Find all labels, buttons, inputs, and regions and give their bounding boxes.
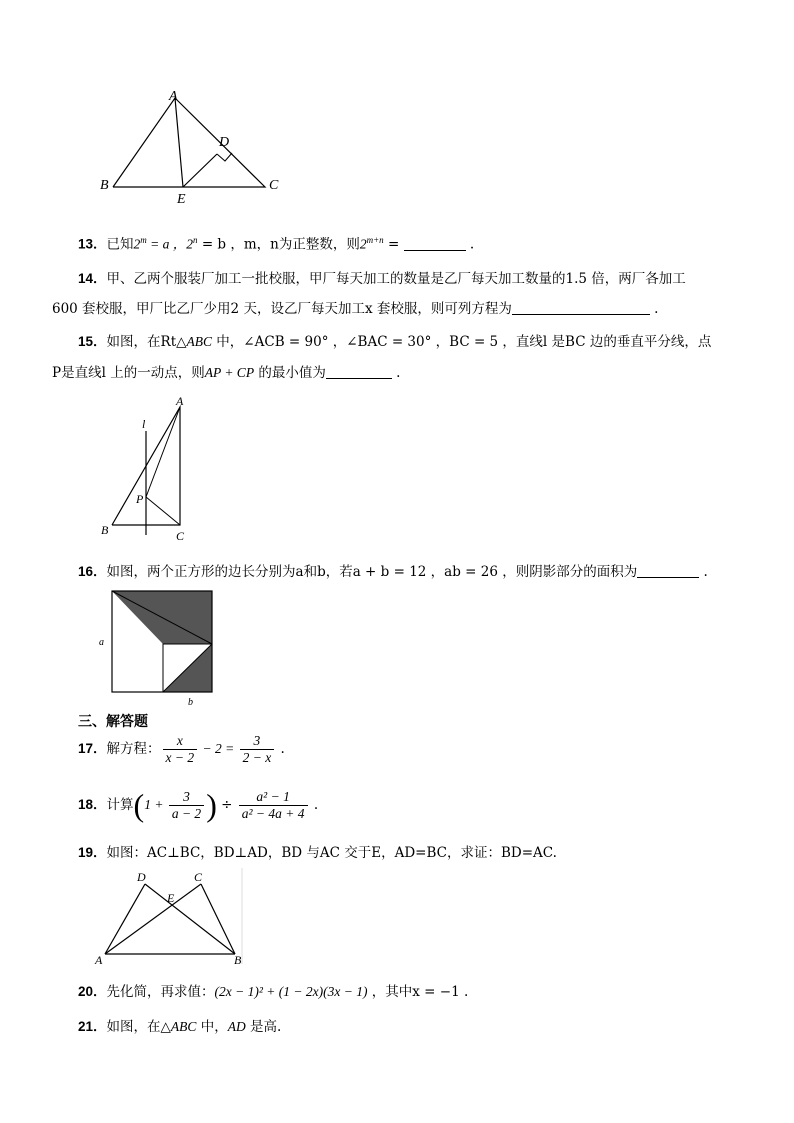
question-17: 17．解方程： $\frac{x}{x - 2}$ − 2 = $\frac{3}{2 - x}$ . bbox=[78, 733, 285, 766]
label-c: C bbox=[176, 529, 185, 543]
answer-blank bbox=[637, 564, 699, 579]
answer-blank bbox=[326, 364, 392, 379]
right-triangle-figure bbox=[98, 395, 198, 545]
label-e: E bbox=[177, 192, 186, 207]
label-a: A bbox=[95, 953, 103, 967]
question-20: 20．先化简，再求值：(2x − 1)² + (1 − 2x)(3x − 1) ，其中x = −1 . bbox=[78, 984, 469, 1000]
question-16: 16．如图，两个正方形的边长分别为a和b，若a + b = 12 ，ab = 26 ，则阴影部分的面积为 . bbox=[78, 564, 708, 580]
question-13: 13．已知$2^m = a$ ，$2^n = b$ ，m，n为正整数，则$2^{m+n}$ = . bbox=[78, 235, 475, 253]
label-l: l bbox=[142, 417, 146, 431]
label-b: B bbox=[101, 523, 109, 537]
answer-blank bbox=[512, 300, 650, 315]
section-heading: 三、解答题 bbox=[78, 714, 148, 730]
label-b: B bbox=[234, 953, 242, 967]
triangle-abc-figure bbox=[95, 85, 295, 210]
label-c: C bbox=[194, 870, 203, 884]
question-19: 19．如图：AC⊥BC，BD⊥AD，BD 与AC 交于E，AD=BC，求证：BD=AC. bbox=[78, 845, 557, 861]
label-c: C bbox=[269, 178, 279, 193]
label-d: D bbox=[219, 135, 230, 150]
label-a: a bbox=[99, 637, 104, 648]
question-18: 18．计算(1 + $\frac{3}{a - 2}$ ) ÷ $\frac{\text{a² − 1}}{\text{a² − 4a + 4}}$ . bbox=[78, 787, 319, 823]
label-b: b bbox=[188, 697, 193, 708]
two-squares-figure bbox=[95, 588, 220, 710]
label-p: P bbox=[136, 492, 144, 506]
label-d: D bbox=[137, 870, 146, 884]
label-b: B bbox=[100, 178, 109, 193]
label-a: A bbox=[176, 394, 184, 408]
answer-blank bbox=[404, 236, 466, 251]
question-14: 14．甲、乙两个服装厂加工一批校服，甲厂每天加工的数量是乙厂每天加工数量的1.5 倍，两厂各加工 600 套校服，甲厂比乙厂少用2 天，设乙厂每天加工x 套校服，则可列方程为 . bbox=[52, 271, 686, 317]
question-15: 15．如图，在Rt△ABC 中，∠ACB = 90° ，∠BAC = 30° ，BC = 5 ，直线l 是BC 边的垂直平分线，点 P是直线l 上的一动点，则AP + CP 的最小值为 . bbox=[52, 334, 712, 381]
label-e: E bbox=[167, 891, 175, 905]
label-a: A bbox=[169, 89, 178, 104]
question-21: 21．如图，在△ABC 中，AD 是高. bbox=[78, 1019, 282, 1035]
quadrilateral-figure bbox=[92, 868, 247, 968]
